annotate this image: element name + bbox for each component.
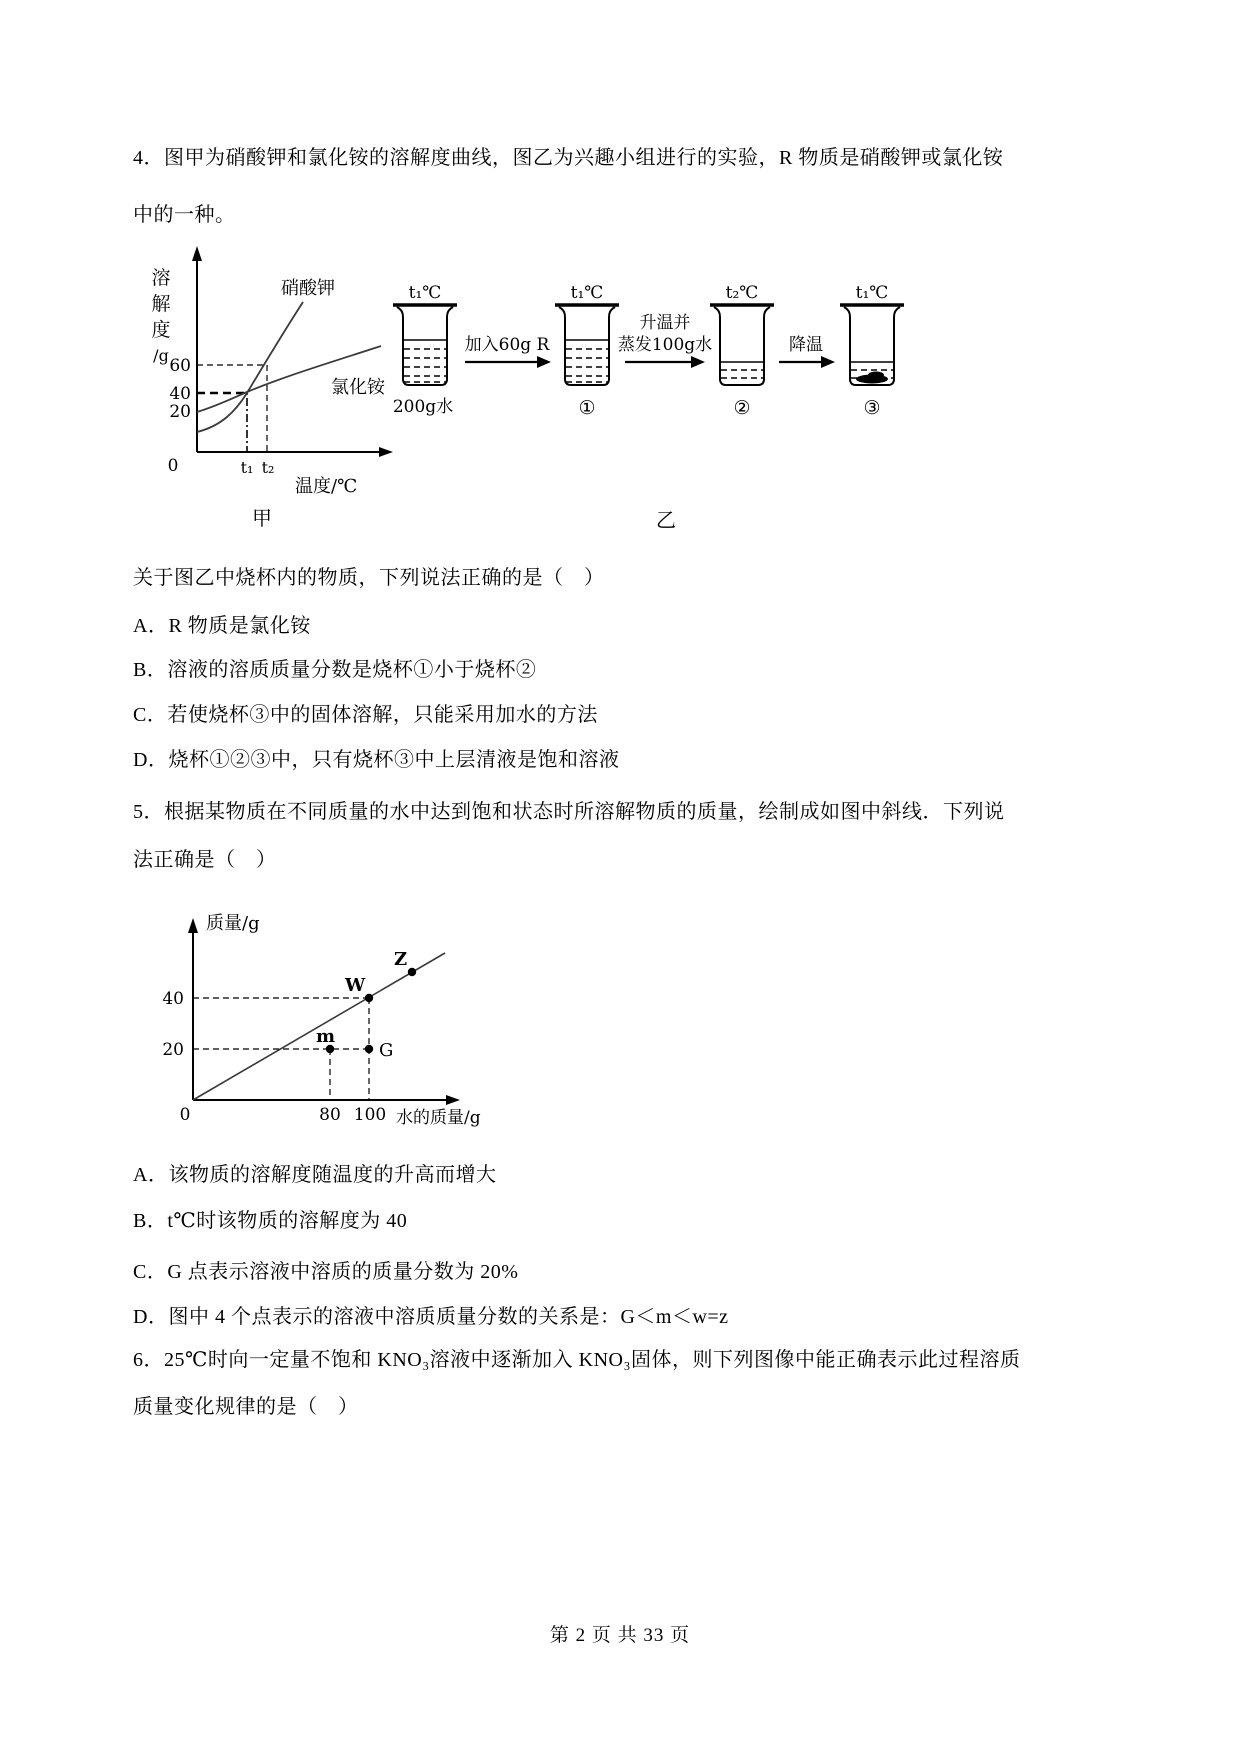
q5-mass-chart — [140, 905, 510, 1140]
q5-option-b: B．t℃时该物质的溶解度为 40 — [133, 1210, 408, 1232]
q4-xtick-t1: t₁ — [240, 458, 254, 477]
step-arrow-1-label: 加入60g R — [464, 335, 550, 355]
q5-ytick-20: 20 — [162, 1040, 184, 1060]
q6-stem-line2: 质量变化规律的是（ ） — [133, 1396, 359, 1418]
point-m-label: m — [316, 1026, 336, 1047]
q6-stem-line1: 6．25℃时向一定量不饱和 KNO₃溶液中逐渐加入 KNO₃固体，则下列图像中能正确表示此过程溶质 — [133, 1349, 1021, 1371]
arrow-head-icon — [537, 356, 551, 368]
q5-option-c: C．G 点表示溶液中溶质的质量分数为 20% — [133, 1261, 519, 1283]
beaker-2 — [555, 283, 619, 419]
point-Z-label: Z — [394, 949, 408, 970]
beaker-4 — [840, 283, 904, 419]
page-number-footer: 第 2 页 共 33 页 — [549, 1625, 691, 1646]
q4-xtick-t2: t₂ — [261, 458, 275, 477]
q4-option-b: B．溶液的溶质质量分数是烧杯①小于烧杯② — [133, 659, 537, 681]
beaker-2-temp: t₁℃ — [570, 283, 604, 303]
x-axis-arrow-icon — [379, 447, 393, 457]
q4-figure-caption-right: 乙 — [656, 510, 676, 532]
q4-xlabel: 温度/℃ — [295, 476, 358, 495]
point-G-label: G — [379, 1040, 394, 1061]
q5-stem-line1: 5．根据某物质在不同质量的水中达到饱和状态时所溶解物质的质量，绘制成如图中斜线．下列说 — [133, 801, 1005, 823]
q5-option-a: A．该物质的溶解度随温度的升高而增大 — [133, 1164, 497, 1186]
q4-xtick-0: 0 — [167, 456, 179, 476]
q4-ylabel-char1: 溶 — [151, 267, 171, 289]
q4-prompt: 关于图乙中烧杯内的物质，下列说法正确的是（ ） — [133, 567, 605, 589]
q4-option-d: D．烧杯①②③中，只有烧杯③中上层清液是饱和溶液 — [133, 749, 620, 771]
q4-ylabel-char2: 解 — [151, 293, 171, 315]
step-arrow-2-label2: 蒸发100g水 — [617, 335, 713, 355]
q5-xlabel: 水的质量/g — [396, 1108, 481, 1128]
q5-xtick-0: 0 — [179, 1105, 191, 1125]
point-W-label: W — [345, 975, 366, 996]
q4-ytick-20: 20 — [169, 402, 191, 422]
step-arrow-2-label1: 升温并 — [639, 313, 691, 333]
q4-ylabel-char3: 度 — [151, 319, 171, 341]
q4-option-c: C．若使烧杯③中的固体溶解，只能采用加水的方法 — [133, 704, 598, 726]
beaker-1 — [393, 283, 457, 417]
q4-stem-line1: 4．图甲为硝酸钾和氯化铵的溶解度曲线，图乙为兴趣小组进行的实验，R 物质是硝酸钾或氯化铵 — [133, 147, 1004, 169]
q4-ytick-60: 60 — [169, 356, 191, 376]
q4-figure-caption-left: 甲 — [252, 508, 272, 530]
curve-kno3 — [197, 302, 303, 432]
step-arrow-1 — [465, 335, 551, 368]
step-arrow-2 — [618, 313, 712, 368]
beaker-3-label: ② — [733, 397, 751, 419]
q5-stem-line2: 法正确是（ ） — [133, 849, 277, 871]
q4-option-a: A．R 物质是氯化铵 — [133, 615, 311, 637]
q5-ytick-40: 40 — [162, 989, 184, 1009]
q5-xtick-80: 80 — [319, 1105, 341, 1125]
step-arrow-3-label: 降温 — [789, 335, 823, 355]
beaker-1-label: 200g水 — [392, 397, 454, 417]
arrow-head-icon — [821, 356, 835, 368]
point-Z — [408, 968, 416, 976]
beaker-3 — [710, 283, 774, 419]
y-axis-arrow-icon — [188, 918, 198, 933]
q5-xtick-100: 100 — [353, 1105, 387, 1125]
beaker-2-label: ① — [578, 397, 596, 419]
point-G — [365, 1045, 373, 1053]
beaker-4-label: ③ — [863, 397, 881, 419]
q4-ytick-40: 40 — [169, 384, 191, 404]
q4-ylabel-unit: /g — [153, 346, 169, 365]
q4-solubility-chart — [135, 240, 405, 495]
q4-stem-line2: 中的一种。 — [133, 204, 236, 226]
y-axis-arrow-icon — [192, 246, 202, 261]
q5-chart-axes — [188, 918, 460, 1105]
arrow-head-icon — [691, 356, 705, 368]
solid-precipitate — [868, 372, 884, 379]
q5-option-d: D．图中 4 个点表示的溶液中溶质质量分数的关系是：G＜m＜w=z — [133, 1306, 729, 1328]
curve-nh4cl-label: 氯化铵 — [331, 377, 385, 398]
step-arrow-3 — [779, 335, 835, 368]
q5-ylabel: 质量/g — [206, 913, 260, 934]
x-axis-arrow-icon — [446, 1095, 460, 1105]
point-W — [365, 994, 373, 1002]
beaker-4-temp: t₁℃ — [855, 283, 889, 303]
beaker-1-temp: t₁℃ — [408, 283, 442, 303]
beaker-3-temp: t₂℃ — [725, 283, 759, 303]
curve-kno3-label: 硝酸钾 — [281, 278, 335, 299]
q4-experiment-diagram — [385, 272, 905, 442]
